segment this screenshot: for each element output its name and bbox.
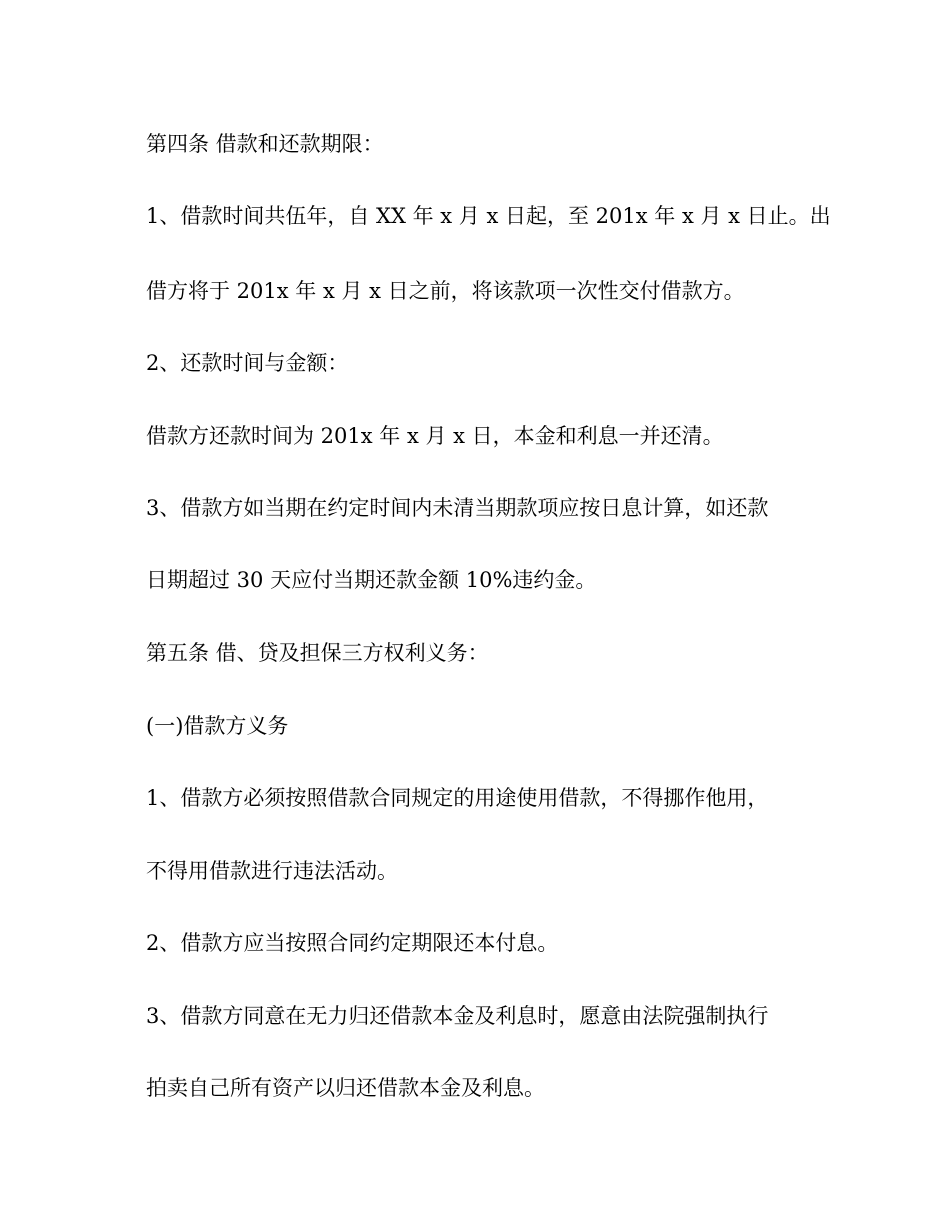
paragraph-line: 2、还款时间与金额： [146,351,349,375]
paragraph-line: 1、借款方必须按照借款合同规定的用途使用借款，不得挪作他用， [146,786,769,810]
paragraph-line: 不得用借款进行违法活动。 [146,859,398,883]
article-4-heading: 第四条 借款和还款期限： [146,132,384,156]
paragraph-line: 3、借款方同意在无力归还借款本金及利息时，愿意由法院强制执行 [146,1004,769,1028]
article-5-heading: 第五条 借、贷及担保三方权利义务： [146,641,489,665]
section-heading: (一)借款方义务 [146,714,289,738]
paragraph-line: 借款方还款时间为 201x 年 x 月 x 日，本金和利息一并还清。 [146,424,724,448]
paragraph-line: 日期超过 30 天应付当期还款金额 10%违约金。 [146,568,597,592]
paragraph-line: 拍卖自己所有资产以归还借款本金及利息。 [146,1076,545,1100]
paragraph-line: 借方将于 201x 年 x 月 x 日之前，将该款项一次性交付借款方。 [146,279,745,303]
paragraph-line: 3、借款方如当期在约定时间内未清当期款项应按日息计算，如还款 [146,496,769,520]
paragraph-line: 2、借款方应当按照合同约定期限还本付息。 [146,931,559,955]
paragraph-line: 1、借款时间共伍年，自 XX 年 x 月 x 日起，至 201x 年 x 月 x 日止。出 [146,204,831,228]
